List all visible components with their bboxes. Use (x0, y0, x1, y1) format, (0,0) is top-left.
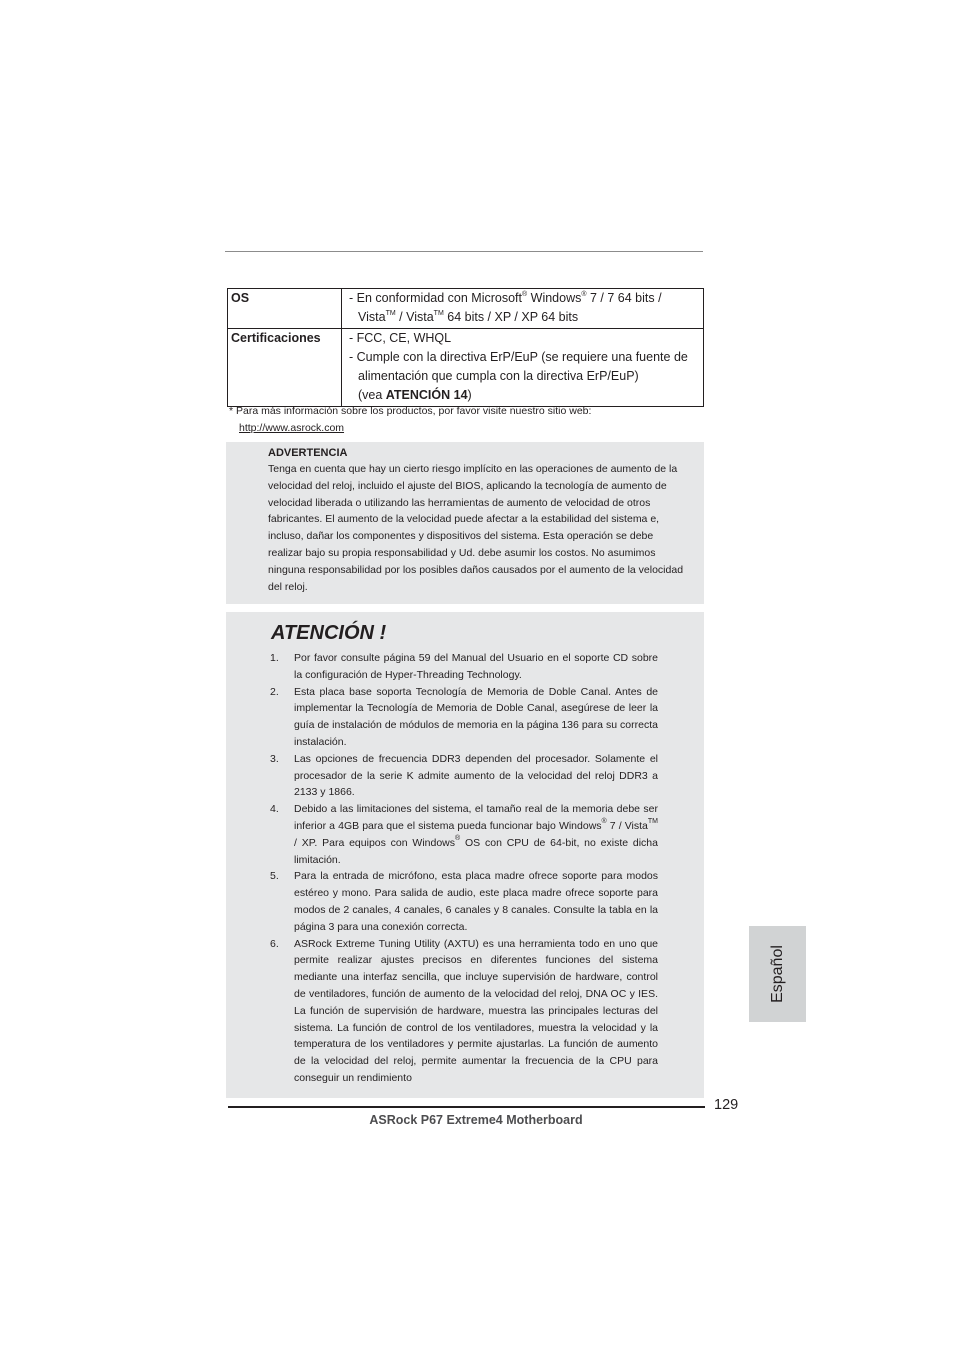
language-tab (749, 926, 806, 1022)
spec-value-os: - En conformidad con Microsoft® Windows® 7 / 7 64 bits / Vista™ / Vista™ 64 bits / XP / XP 64 bits (342, 289, 704, 329)
footer-title: ASRock P67 Extreme4 Motherboard (369, 1113, 583, 1127)
footnote (229, 403, 591, 437)
attention-item: 2. Esta placa base soporta Tecnología de Memoria de Doble Canal. Antes de implementar la Tecnología de Memoria de Doble Canal, asegúrese de leer la guía de instalación de módulos de memoria en la página 136 para su correcta instalación. (270, 685, 658, 748)
warning-body: Tenga en cuenta que hay un cierto riesgo implícito en las operaciones de aumento de la velocidad del reloj, incluido el ajuste del BIOS, aplicando la tecnología de aumento de velocidad liberada o utilizando las herramientas de aumento de velocidad de otros fabricantes. El aumento de la velocidad puede afectar a la estabilidad del sistema e, incluso, dañar los componentes y dispositivos del sistema. Esta operación se debe realizar bajo su propia responsabilidad y Ud. debe asumir los costos. No asumimos ninguna responsabilidad por los posibles daños causados por el aumento de la velocidad del reloj. (268, 463, 684, 593)
warning-box (226, 442, 704, 604)
attention-list (270, 650, 658, 1087)
page-number: 129 (714, 1097, 739, 1113)
attention-box (226, 612, 704, 1098)
language-tab-label: Español (768, 945, 786, 1003)
attention-item: 3. Las opciones de frecuencia DDR3 dependen del procesador. Solamente el procesador de la serie K admite aumento de la velocidad del reloj DDR3 a 2133 y 1866. (270, 752, 658, 799)
attention-item: 5. Para la entrada de micrófono, esta placa madre ofrece soporte para modos estéreo y mono. Para salida de audio, este placa madre ofrece soporte para modos de 2 canales, 4 canales, 6 canales y 8 canales. Consulte la tabla en la página 3 para una conexión correcta. (270, 870, 658, 933)
spec-label-certifications: Certificaciones (228, 329, 342, 407)
attention-title: ATENCIÓN ! (271, 622, 387, 644)
attention-item: 4. Debido a las limitaciones del sistema, el tamaño real de la memoria debe ser inferior a 4GB para que el sistema pueda funcionar bajo Windows® 7 / Vista™ / XP. Para equipos con Windows® OS con CPU de 64-bit, no existe dicha limitación. (270, 803, 658, 866)
spec-row-certifications (228, 329, 704, 407)
spec-value-certifications: - FCC, CE, WHQL - Cumple con la directiva ErP/EuP (se requiere una fuente de alimentación que cumpla con la directiva ErP/EuP) (vea ATENCIÓN 14) (342, 329, 704, 407)
asrock-website-link[interactable]: http://www.asrock.com (239, 422, 345, 434)
top-divider (225, 251, 703, 252)
footnote-text: * Para más información sobre los productos, por favor visite nuestro sitio web: (229, 405, 592, 417)
spec-table (227, 288, 704, 407)
bottom-divider (228, 1106, 705, 1108)
warning-title: ADVERTENCIA (268, 447, 348, 459)
spec-row-os (228, 289, 704, 329)
spec-label-os: OS (228, 289, 342, 329)
attention-item: 1. Por favor consulte página 59 del Manual del Usuario en el soporte CD sobre la configuración de Hyper-Threading Technology. (270, 652, 658, 681)
attention-item: 6. ASRock Extreme Tuning Utility (AXTU) es una herramienta todo en uno que permite realizar ajustes precisos en diferentes funciones del sistema mediante una interfaz sencilla, que incluye supervisión de hardware, control de ventiladores, función de aumento de la velocidad del reloj, DNA OC y IES. La función de supervisión de hardware, muestra las principales lecturas del sistema. La función de control de los ventiladores, muestra la velocidad y la temperatura de los ventiladores y permite ajustarlas. La función de aumento de la velocidad del reloj, permite aumentar la frecuencia de la CPU para conseguir un rendimiento (270, 937, 658, 1084)
